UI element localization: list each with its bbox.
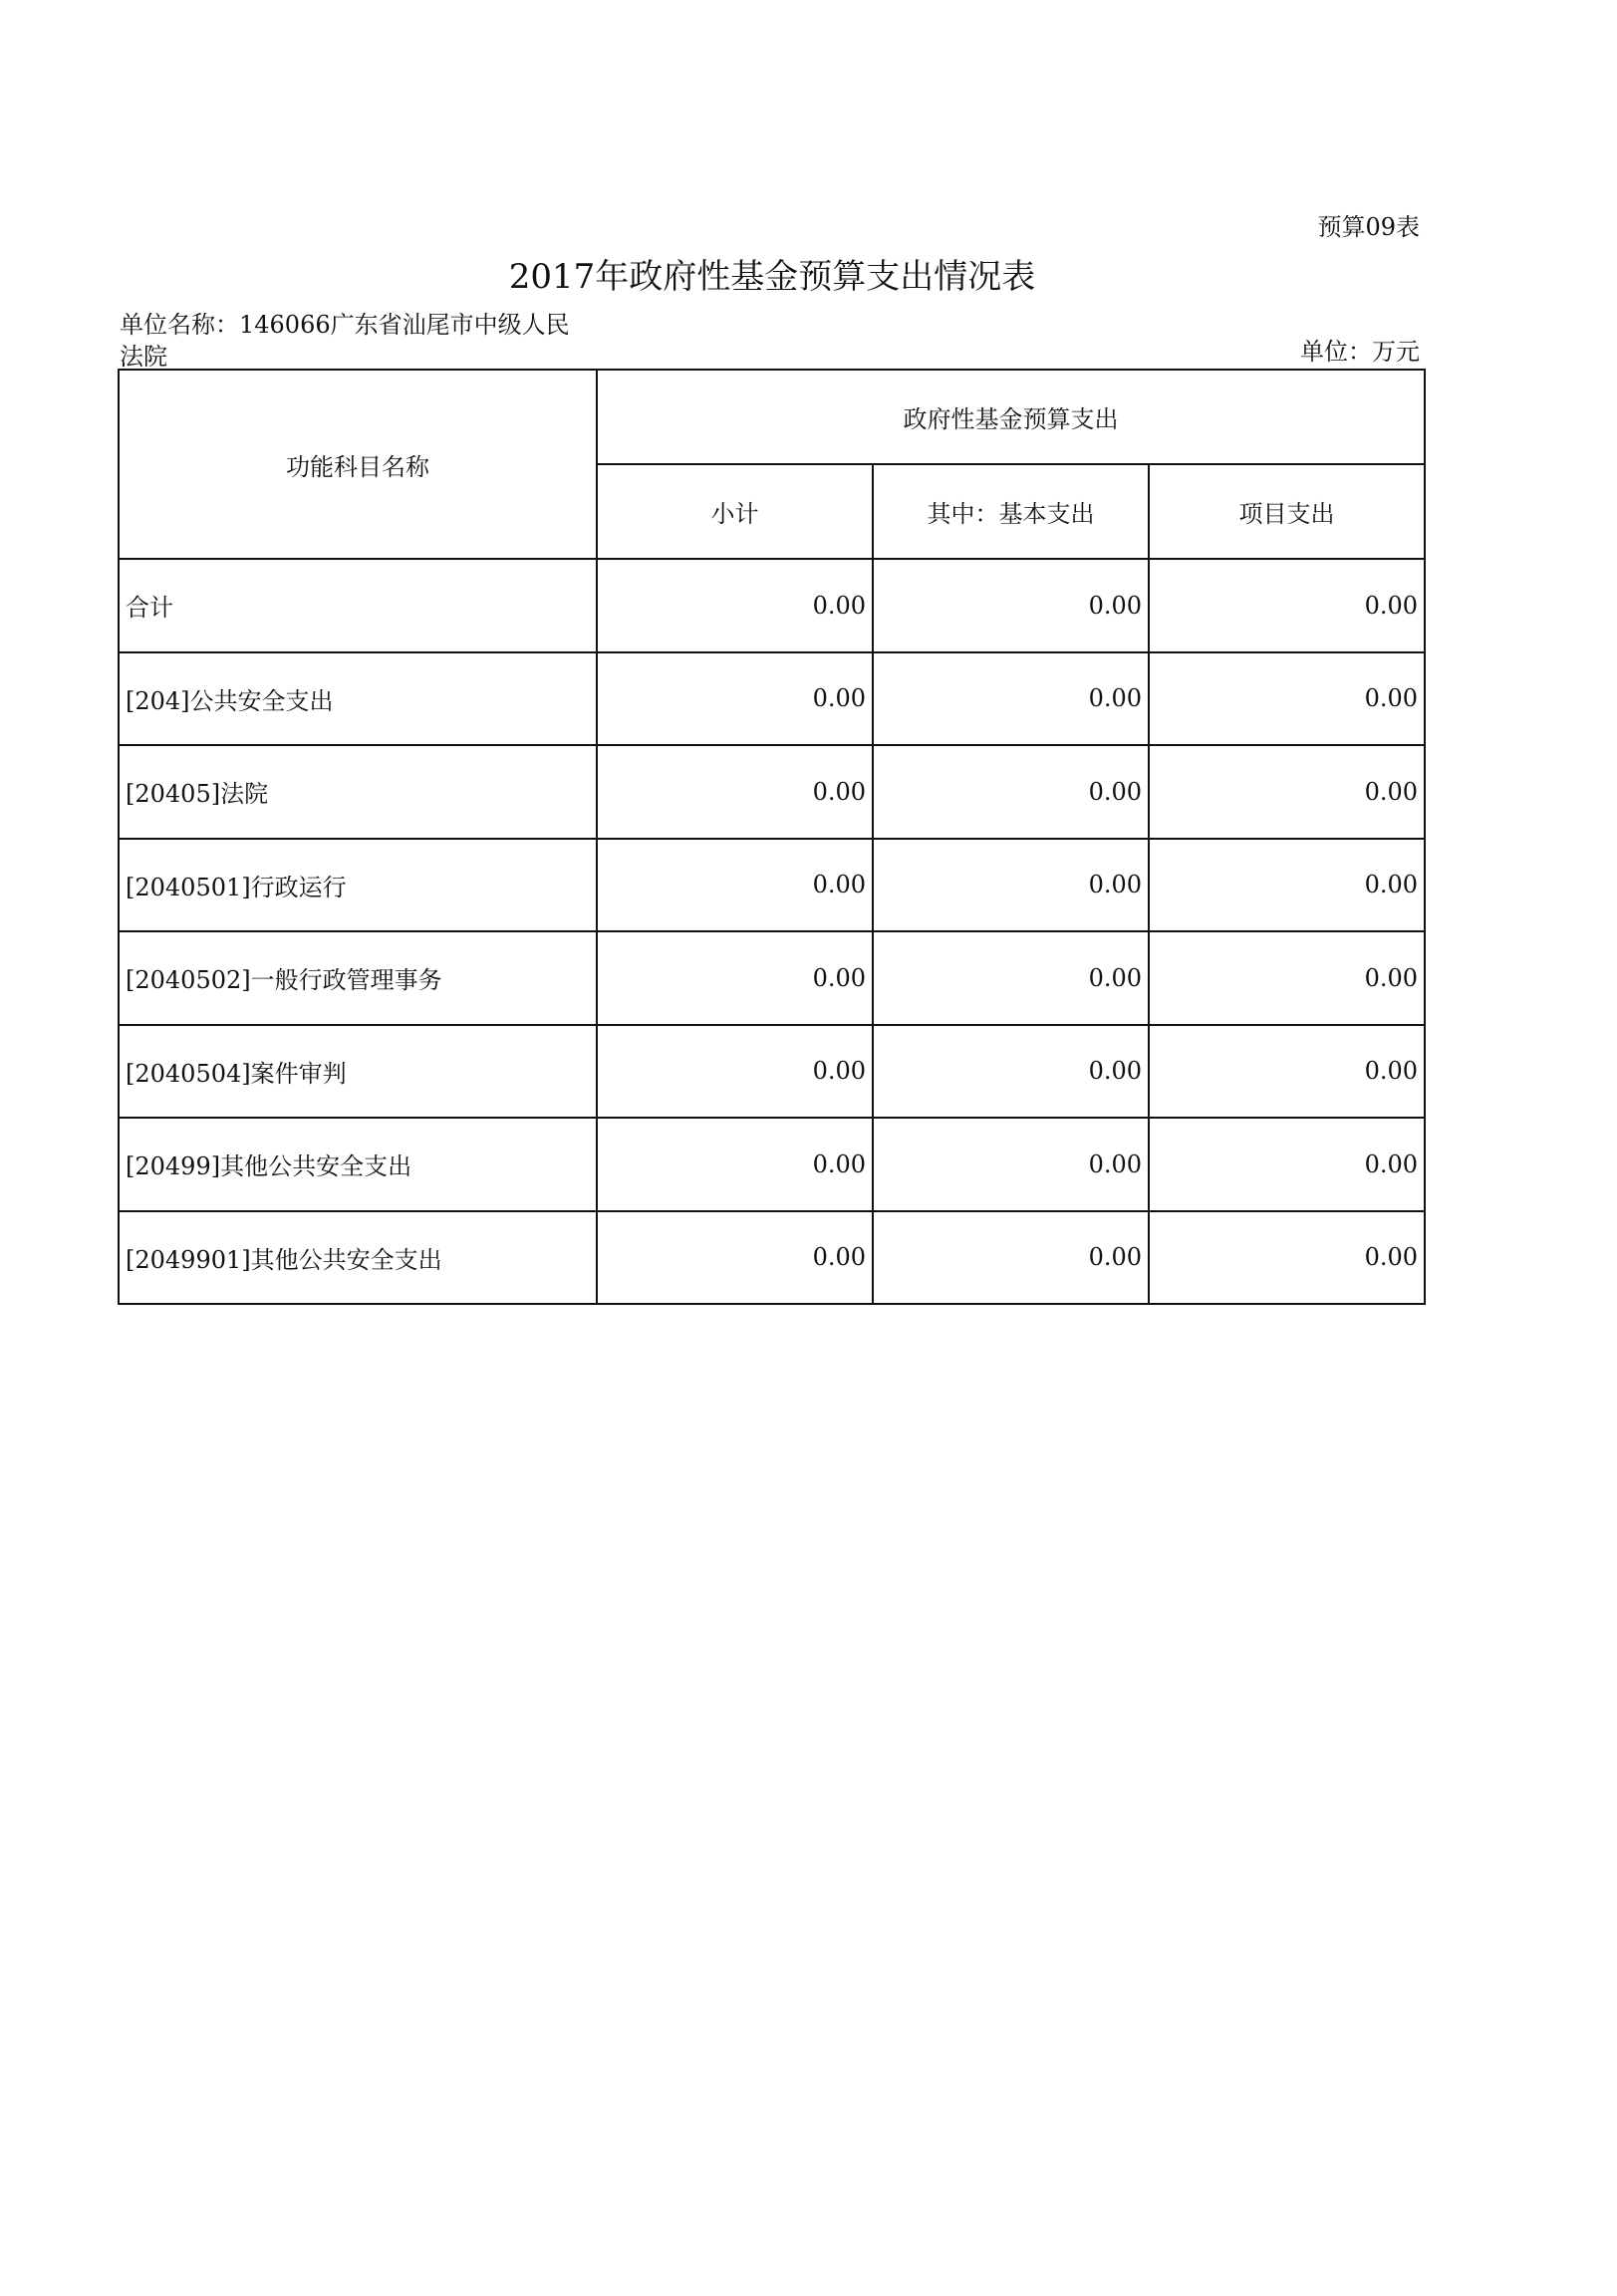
row-project: 0.00 (1149, 931, 1425, 1025)
row-subtotal: 0.00 (597, 652, 873, 746)
column-group-header: 政府性基金预算支出 (597, 370, 1425, 464)
row-subtotal: 0.00 (597, 931, 873, 1025)
row-name: [204]公共安全支出 (119, 652, 597, 746)
table-row (119, 1211, 1425, 1305)
table-row (119, 839, 1425, 932)
row-project: 0.00 (1149, 559, 1425, 652)
budget-table (118, 369, 1426, 1305)
row-name: [2040501]行政运行 (119, 839, 597, 932)
table-row (119, 1025, 1425, 1119)
unit-measure: 单位：万元 (1300, 338, 1420, 366)
row-project: 0.00 (1149, 839, 1425, 932)
row-name: [2040504]案件审判 (119, 1025, 597, 1119)
table-row (119, 931, 1425, 1025)
row-project: 0.00 (1149, 745, 1425, 839)
column-header-basic: 其中：基本支出 (873, 464, 1149, 559)
unit-name: 单位名称：146066广东省汕尾市中级人民法院 (120, 311, 570, 371)
table-row (119, 1118, 1425, 1211)
row-name: 合计 (119, 559, 597, 652)
row-project: 0.00 (1149, 1211, 1425, 1305)
row-subtotal: 0.00 (597, 839, 873, 932)
table-row (119, 652, 1425, 746)
table-row (119, 559, 1425, 652)
column-header-project: 项目支出 (1149, 464, 1425, 559)
row-subtotal: 0.00 (597, 1211, 873, 1305)
row-project: 0.00 (1149, 1025, 1425, 1119)
page-title: 2017年政府性基金预算支出情况表 (508, 257, 1036, 297)
row-subtotal: 0.00 (597, 745, 873, 839)
row-basic: 0.00 (873, 1118, 1149, 1211)
row-basic: 0.00 (873, 559, 1149, 652)
row-subtotal: 0.00 (597, 1025, 873, 1119)
row-basic: 0.00 (873, 745, 1149, 839)
form-code: 预算09表 (1317, 213, 1420, 241)
row-basic: 0.00 (873, 839, 1149, 932)
table-row (119, 745, 1425, 839)
row-project: 0.00 (1149, 652, 1425, 746)
row-name: [20499]其他公共安全支出 (119, 1118, 597, 1211)
row-basic: 0.00 (873, 1025, 1149, 1119)
row-name: [20405]法院 (119, 745, 597, 839)
row-subtotal: 0.00 (597, 559, 873, 652)
header-row-group (119, 370, 1425, 464)
row-basic: 0.00 (873, 931, 1149, 1025)
row-project: 0.00 (1149, 1118, 1425, 1211)
row-name: [2040502]一般行政管理事务 (119, 931, 597, 1025)
row-basic: 0.00 (873, 1211, 1149, 1305)
column-header-subtotal: 小计 (597, 464, 873, 559)
row-name: [2049901]其他公共安全支出 (119, 1211, 597, 1305)
row-subtotal: 0.00 (597, 1118, 873, 1211)
column-header-name: 功能科目名称 (119, 370, 597, 559)
row-basic: 0.00 (873, 652, 1149, 746)
